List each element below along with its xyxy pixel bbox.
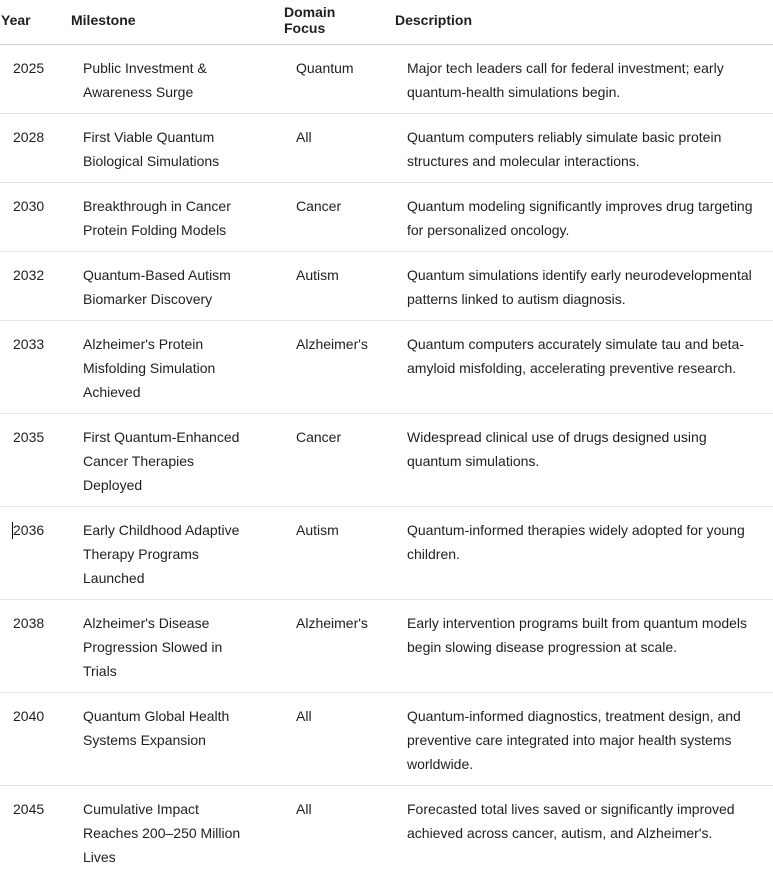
- description-line: Quantum modeling significantly improves drug targeting: [407, 198, 753, 214]
- milestone-line: First Quantum-Enhanced: [83, 429, 240, 445]
- cell-description: [407, 56, 773, 104]
- cell-domain-focus: All: [296, 708, 312, 724]
- cell-milestone: [83, 263, 273, 311]
- cell-year: 2045: [13, 801, 45, 817]
- description-line: Major tech leaders call for federal investment; early: [407, 60, 724, 76]
- table-body: [0, 45, 773, 878]
- milestone-line: Misfolding Simulation: [83, 360, 216, 376]
- header-domain-focus: [284, 4, 374, 36]
- cell-year: 2030: [13, 198, 45, 214]
- cell-domain-focus: Quantum: [296, 60, 354, 76]
- cell-domain-focus: Autism: [296, 522, 339, 538]
- milestone-line: Biological Simulations: [83, 153, 220, 169]
- milestone-line: Awareness Surge: [83, 84, 194, 100]
- cell-description: [407, 194, 773, 242]
- description-line: structures and molecular interactions.: [407, 153, 640, 169]
- milestone-line: Quantum-Based Autism: [83, 267, 231, 283]
- cell-milestone: [83, 704, 273, 752]
- cell-domain-focus: All: [296, 129, 312, 145]
- description-line: for personalized oncology.: [407, 222, 570, 238]
- header-year: Year: [1, 12, 31, 28]
- cell-milestone: [83, 332, 273, 404]
- cell-milestone: [83, 194, 273, 242]
- cell-description: [407, 797, 773, 845]
- table-row: [0, 507, 773, 600]
- cell-description: [407, 425, 773, 473]
- milestone-line: Achieved: [83, 384, 141, 400]
- cell-milestone: [83, 518, 273, 590]
- header-description: Description: [395, 12, 473, 28]
- milestone-line: Trials: [83, 663, 117, 679]
- milestone-line: Public Investment &: [83, 60, 207, 76]
- description-line: amyloid misfolding, accelerating preventive research.: [407, 360, 737, 376]
- description-line: quantum-health simulations begin.: [407, 84, 621, 100]
- milestone-line: Quantum Global Health: [83, 708, 230, 724]
- cell-milestone: [83, 425, 273, 497]
- cell-year: 2025: [13, 60, 45, 76]
- cell-year: 2036: [13, 522, 45, 538]
- description-line: Early intervention programs built from quantum models: [407, 615, 748, 631]
- header-domain-line1: Domain: [284, 4, 336, 20]
- cell-year: 2033: [13, 336, 45, 352]
- description-line: Quantum computers reliably simulate basic protein: [407, 129, 722, 145]
- cell-domain-focus: Cancer: [296, 429, 342, 445]
- cell-description: [407, 611, 773, 659]
- cell-description: [407, 332, 773, 380]
- milestone-line: Alzheimer's Disease: [83, 615, 210, 631]
- table-row: [0, 183, 773, 252]
- description-line: begin slowing disease progression at scale.: [407, 639, 678, 655]
- milestone-line: Lives: [83, 849, 116, 865]
- cell-domain-focus: Autism: [296, 267, 339, 283]
- cell-year: 2035: [13, 429, 45, 445]
- table-row: [0, 45, 773, 114]
- description-line: Forecasted total lives saved or significantly improved: [407, 801, 735, 817]
- text-cursor: [12, 522, 13, 539]
- description-line: children.: [407, 546, 460, 562]
- cell-year: 2032: [13, 267, 45, 283]
- description-line: Quantum-informed diagnostics, treatment design, and: [407, 708, 741, 724]
- description-line: Quantum-informed therapies widely adopted for young: [407, 522, 745, 538]
- cell-description: [407, 263, 773, 311]
- cell-milestone: [83, 56, 273, 104]
- description-line: achieved across cancer, autism, and Alzheimer's.: [407, 825, 713, 841]
- cell-domain-focus: Cancer: [296, 198, 342, 214]
- cell-milestone: [83, 125, 273, 173]
- description-line: patterns linked to autism diagnosis.: [407, 291, 626, 307]
- table-row: [0, 414, 773, 507]
- table-row: [0, 114, 773, 183]
- milestone-line: Early Childhood Adaptive: [83, 522, 240, 538]
- milestone-line: Cumulative Impact: [83, 801, 199, 817]
- description-line: Quantum computers accurately simulate tau and beta-: [407, 336, 744, 352]
- table-row: [0, 786, 773, 878]
- milestone-line: First Viable Quantum: [83, 129, 215, 145]
- table-row: [0, 693, 773, 786]
- cell-description: [407, 704, 773, 776]
- cell-domain-focus: Alzheimer's: [296, 336, 368, 352]
- cell-description: [407, 518, 773, 566]
- table-row: [0, 252, 773, 321]
- milestone-line: Alzheimer's Protein: [83, 336, 204, 352]
- cell-description: [407, 125, 773, 173]
- milestone-line: Biomarker Discovery: [83, 291, 213, 307]
- description-line: preventive care integrated into major health systems: [407, 732, 732, 748]
- milestone-line: Therapy Programs: [83, 546, 199, 562]
- milestone-line: Reaches 200–250 Million: [83, 825, 241, 841]
- milestone-line: Protein Folding Models: [83, 222, 227, 238]
- cell-milestone: [83, 611, 273, 683]
- milestone-line: Cancer Therapies: [83, 453, 195, 469]
- milestone-line: Progression Slowed in: [83, 639, 223, 655]
- cell-domain-focus: All: [296, 801, 312, 817]
- description-line: Quantum simulations identify early neurodevelopmental: [407, 267, 752, 283]
- milestone-line: Launched: [83, 570, 145, 586]
- milestone-line: Systems Expansion: [83, 732, 206, 748]
- cell-milestone: [83, 797, 273, 869]
- table-header: [0, 0, 773, 45]
- milestone-line: Deployed: [83, 477, 143, 493]
- table-row: [0, 321, 773, 414]
- milestone-line: Breakthrough in Cancer: [83, 198, 231, 214]
- cell-year: 2040: [13, 708, 45, 724]
- cell-domain-focus: Alzheimer's: [296, 615, 368, 631]
- description-line: quantum simulations.: [407, 453, 540, 469]
- cell-year: 2028: [13, 129, 45, 145]
- description-line: Widespread clinical use of drugs designed using: [407, 429, 707, 445]
- cell-year: 2038: [13, 615, 45, 631]
- description-line: worldwide.: [407, 756, 474, 772]
- header-milestone: Milestone: [71, 12, 136, 28]
- table-row: [0, 600, 773, 693]
- header-domain-line2: Focus: [284, 20, 326, 36]
